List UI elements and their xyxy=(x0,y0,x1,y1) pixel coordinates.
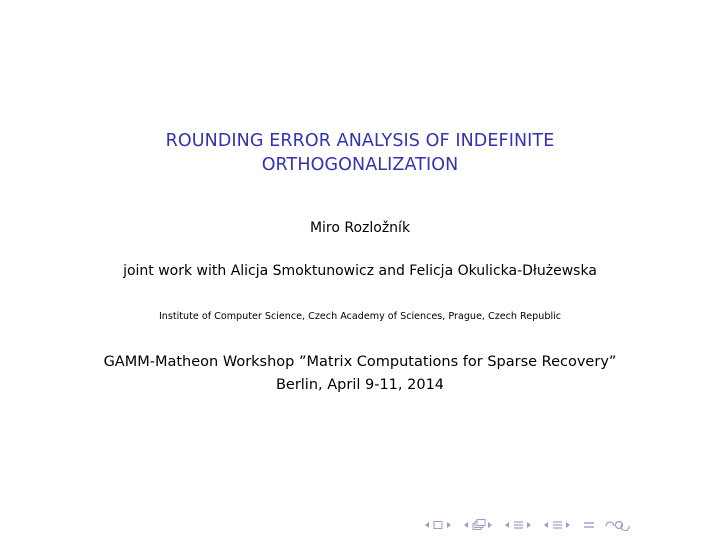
subsection-icon xyxy=(544,519,574,531)
nav-subsection[interactable] xyxy=(464,519,496,531)
search-icon xyxy=(604,519,630,531)
nav-frame[interactable] xyxy=(425,519,455,531)
title-line-1: ROUNDING ERROR ANALYSIS OF INDEFINITE xyxy=(165,131,555,151)
author: Miro Rozložník xyxy=(309,220,411,236)
frame-icon xyxy=(425,519,455,531)
nav-search[interactable] xyxy=(604,519,630,531)
title-line-2: ORTHOGONALIZATION xyxy=(261,155,459,175)
navigation-bar xyxy=(425,518,630,532)
joint-work: joint work with Alicja Smoktunowicz and Felicja Okulicka-Dłużewska xyxy=(123,263,597,279)
nav-section[interactable] xyxy=(505,519,535,531)
event-title: GAMM-Matheon Workshop ”Matrix Computations for Sparse Recovery” xyxy=(103,354,617,370)
institute: Institute of Computer Science, Czech Academy of Sciences, Prague, Czech Republic xyxy=(158,311,562,322)
subsection-icon xyxy=(464,519,496,531)
nav-subsection-alt[interactable] xyxy=(544,519,574,531)
appendix-icon xyxy=(583,519,595,531)
event-place-date: Berlin, April 9-11, 2014 xyxy=(275,377,445,393)
section-icon xyxy=(505,519,535,531)
nav-appendix[interactable] xyxy=(583,519,595,531)
